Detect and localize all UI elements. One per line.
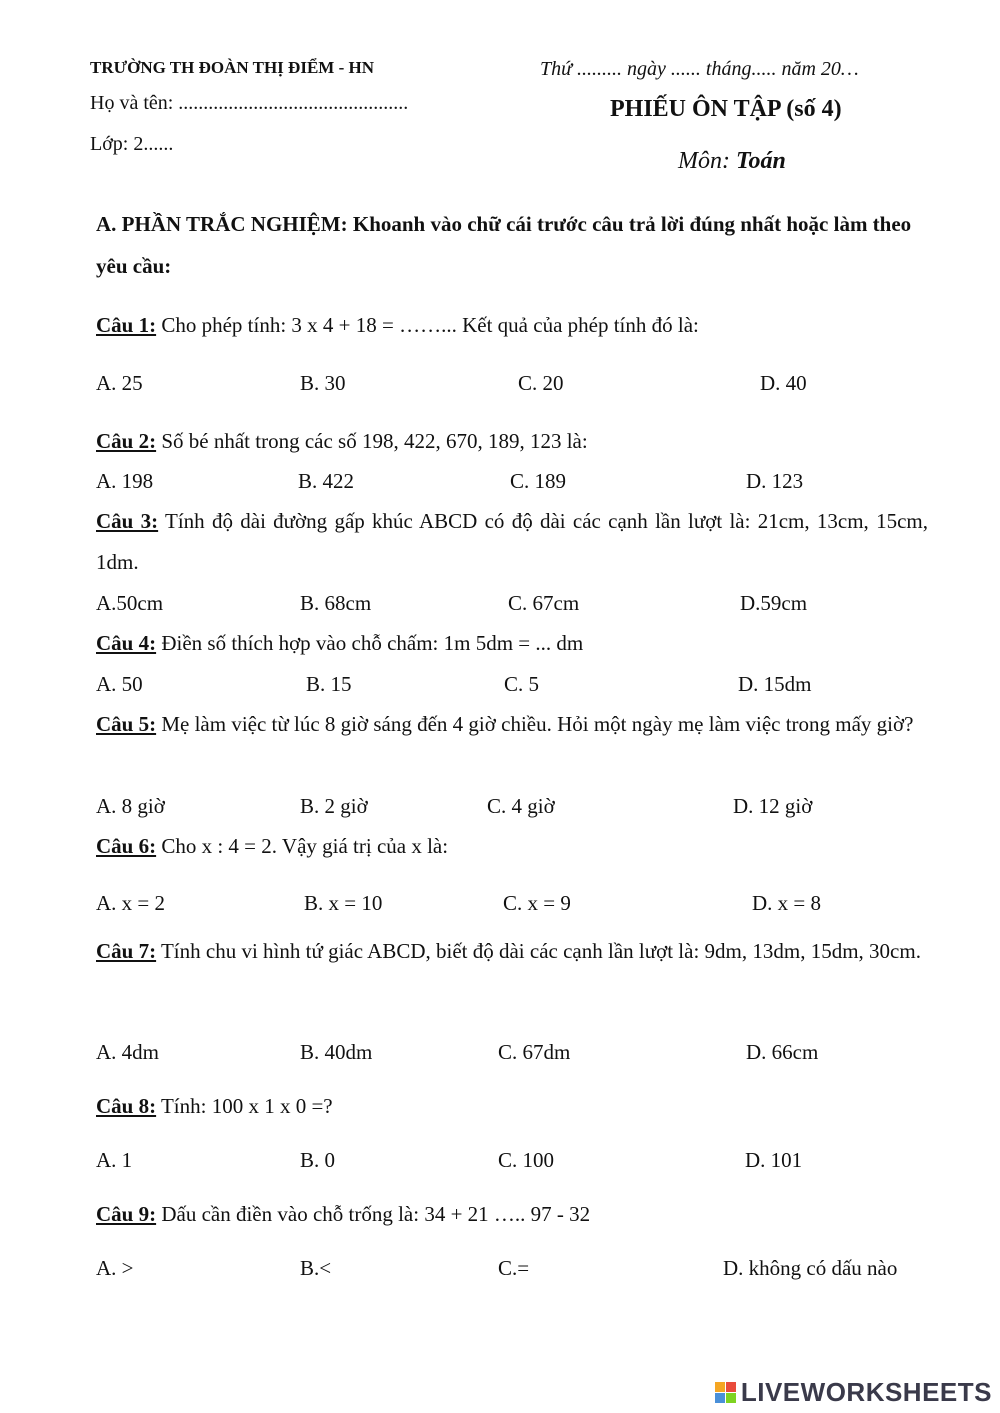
question-1 [96, 313, 699, 338]
question-label: Câu 6: [96, 834, 157, 858]
question-text: Tính chu vi hình tứ giác ABCD, biết độ dài các cạnh lần lượt là: 9dm, 13dm, 15dm, 30cm. [156, 939, 921, 963]
option-c[interactable]: C. 67dm [498, 1040, 571, 1064]
question-4 [96, 631, 583, 656]
date-line: Thứ ......... ngày ...... tháng..... năm 20… [540, 58, 859, 80]
question-text: Cho phép tính: 3 x 4 + 18 = ……... Kết quả của phép tính đó là: [156, 313, 699, 337]
worksheet-title: PHIẾU ÔN TẬP (số 4) [610, 96, 842, 122]
option-c[interactable]: C. 100 [498, 1148, 555, 1172]
option-b[interactable]: B.< [300, 1256, 332, 1280]
question-label: Câu 7: [96, 939, 157, 963]
option-b[interactable]: B. x = 10 [304, 891, 383, 915]
option-b[interactable]: B. 68cm [300, 591, 372, 615]
option-d[interactable]: D. 101 [745, 1148, 803, 1172]
option-b[interactable]: B. 0 [300, 1148, 336, 1172]
school-name: TRƯỜNG TH ĐOÀN THỊ ĐIỂM - HN [90, 58, 374, 77]
question-label: Câu 2: [96, 429, 157, 453]
liveworksheets-logo-icon [715, 1382, 737, 1404]
option-d[interactable]: D. không có dấu nào [723, 1256, 898, 1280]
option-c[interactable]: C.= [498, 1256, 530, 1280]
option-b[interactable]: B. 422 [298, 469, 355, 493]
option-b[interactable]: B. 15 [306, 672, 352, 696]
question-7 [96, 925, 928, 978]
option-a[interactable]: A. 8 giờ [96, 794, 165, 818]
question-3 [96, 501, 928, 583]
option-b[interactable]: B. 40dm [300, 1040, 373, 1064]
option-d[interactable]: D. 15dm [738, 672, 812, 696]
question-text: Dấu cần điền vào chỗ trống là: 34 + 21 ….. 97 - 32 [156, 1202, 591, 1226]
option-d[interactable]: D. 66cm [746, 1040, 819, 1064]
question-label: Câu 8: [96, 1094, 157, 1118]
question-5 [96, 704, 928, 745]
option-d[interactable]: D. 12 giờ [733, 794, 813, 818]
option-d[interactable]: D. x = 8 [752, 891, 822, 915]
question-text: Mẹ làm việc từ lúc 8 giờ sáng đến 4 giờ chiều. Hỏi một ngày mẹ làm việc trong mấy giờ? [156, 712, 914, 736]
option-a[interactable]: A. 198 [96, 469, 154, 493]
option-a[interactable]: A. > [96, 1256, 134, 1280]
question-text: Điền số thích hợp vào chỗ chấm: 1m 5dm = ... dm [156, 631, 584, 655]
question-9 [96, 1202, 590, 1227]
section-a-instructions: A. PHẦN TRẮC NGHIỆM: Khoanh vào chữ cái trước câu trả lời đúng nhất hoặc làm theo yêu cầu: [96, 212, 912, 278]
option-a[interactable]: A.50cm [96, 591, 164, 615]
subject-label: Môn: [678, 148, 736, 174]
option-a[interactable]: A. 50 [96, 672, 143, 696]
option-c[interactable]: C. 67cm [508, 591, 580, 615]
option-c[interactable]: C. x = 9 [503, 891, 571, 915]
option-d[interactable]: D. 123 [746, 469, 804, 493]
option-c[interactable]: C. 20 [518, 371, 564, 395]
option-a[interactable]: A. 25 [96, 371, 143, 395]
question-label: Câu 3: [96, 509, 159, 533]
liveworksheets-logo [715, 1377, 992, 1408]
option-d[interactable]: D.59cm [740, 591, 808, 615]
question-label: Câu 5: [96, 712, 157, 736]
option-a[interactable]: A. 1 [96, 1148, 133, 1172]
student-name-line: Họ và tên: .............................................. [90, 92, 409, 114]
subject-line [678, 148, 786, 175]
question-8 [96, 1094, 333, 1119]
question-label: Câu 9: [96, 1202, 157, 1226]
option-c[interactable]: C. 189 [510, 469, 567, 493]
option-a[interactable]: A. x = 2 [96, 891, 166, 915]
question-text: Cho x : 4 = 2. Vậy giá trị của x là: [156, 834, 449, 858]
option-c[interactable]: C. 5 [504, 672, 540, 696]
class-line: Lớp: 2...... [90, 133, 174, 155]
option-c[interactable]: C. 4 giờ [487, 794, 555, 818]
question-text: Tính độ dài đường gấp khúc ABCD có độ dài các cạnh lần lượt là: 21cm, 13cm, 15cm, 1dm. [96, 509, 928, 574]
question-6 [96, 834, 448, 859]
question-label: Câu 4: [96, 631, 157, 655]
option-b[interactable]: B. 30 [300, 371, 346, 395]
option-b[interactable]: B. 2 giờ [300, 794, 368, 818]
option-d[interactable]: D. 40 [760, 371, 807, 395]
question-label: Câu 1: [96, 313, 157, 337]
option-a[interactable]: A. 4dm [96, 1040, 159, 1064]
subject-value: Toán [735, 148, 786, 174]
question-text: Tính: 100 x 1 x 0 =? [156, 1094, 333, 1118]
liveworksheets-logo-text: LIVEWORKSHEETS [740, 1377, 992, 1407]
question-2 [96, 429, 588, 454]
question-text: Số bé nhất trong các số 198, 422, 670, 189, 123 là: [156, 429, 588, 453]
